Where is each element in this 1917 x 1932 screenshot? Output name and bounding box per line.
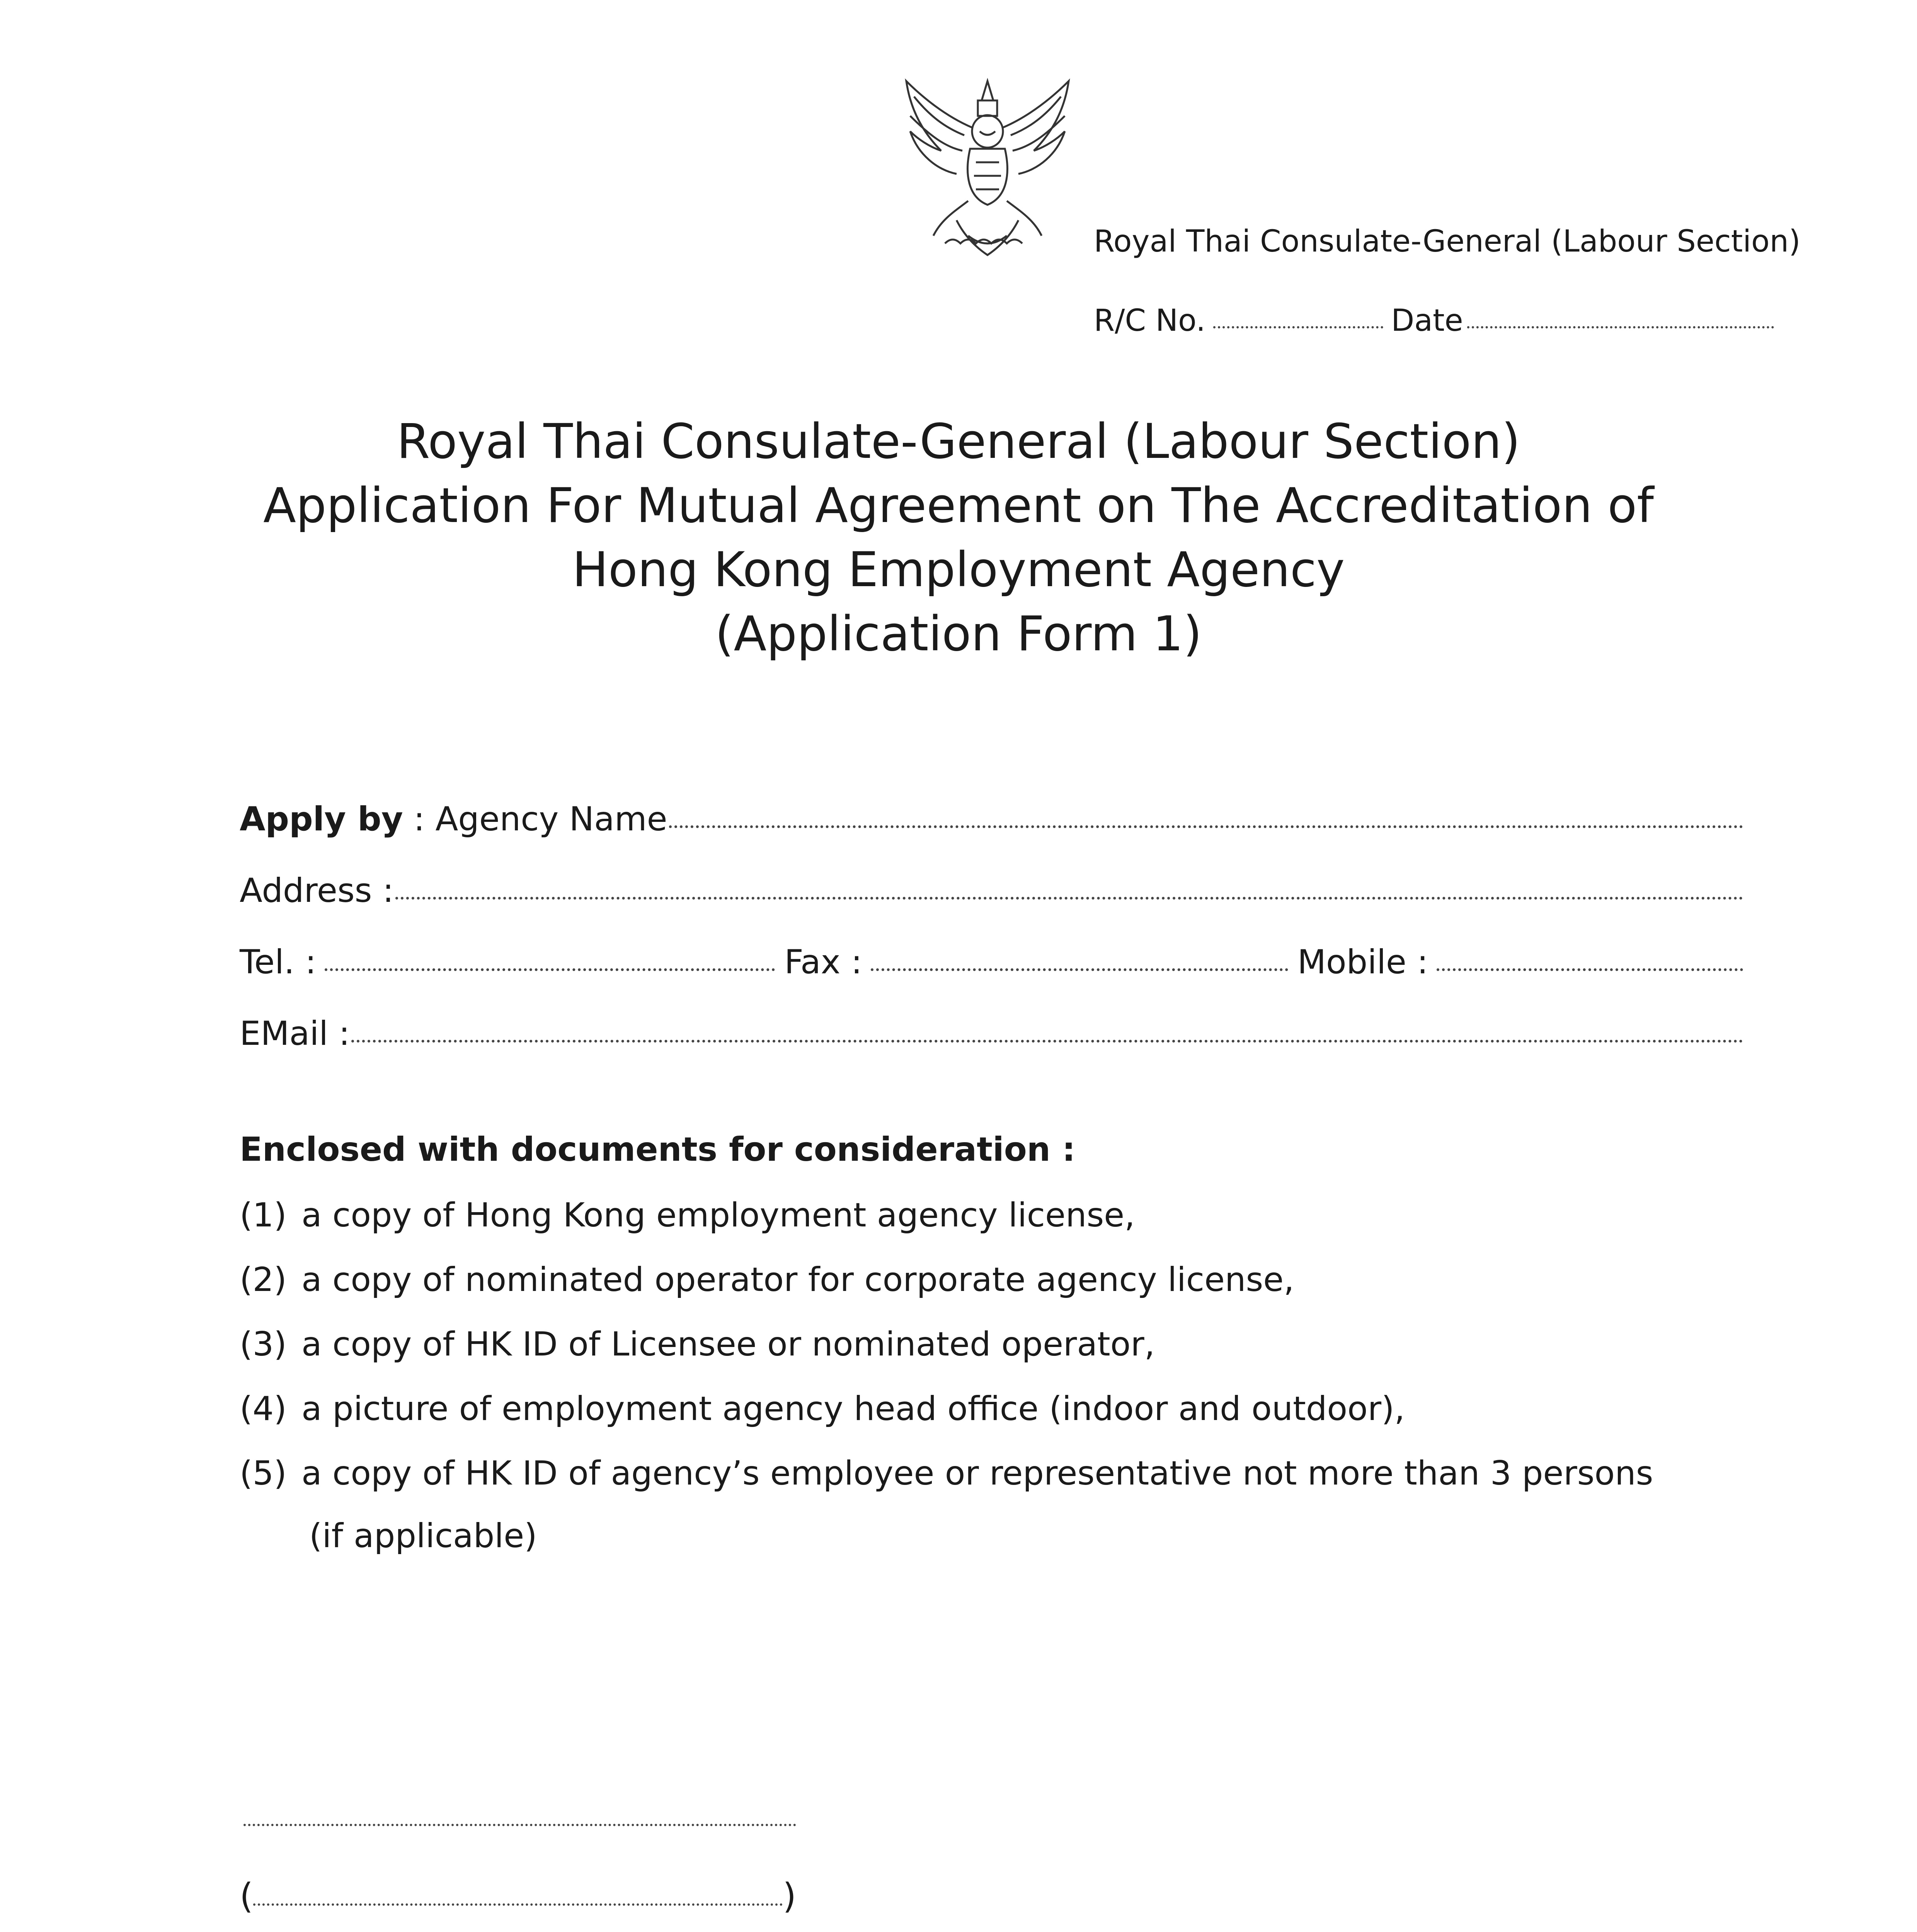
name-field[interactable] bbox=[253, 1903, 783, 1906]
list-item-text: a picture of employment agency head office (indoor and outdoor), bbox=[301, 1389, 1405, 1428]
rc-number-field[interactable] bbox=[1213, 326, 1383, 328]
fax-label: Fax : bbox=[784, 943, 862, 981]
list-item bbox=[240, 1260, 1294, 1299]
name-row bbox=[240, 1876, 796, 1917]
email-label: EMail : bbox=[240, 1014, 350, 1053]
list-item-text: a copy of HK ID of Licensee or nominated operator, bbox=[301, 1325, 1155, 1364]
list-item-number: (5) bbox=[240, 1454, 287, 1493]
agency-name-field[interactable] bbox=[669, 825, 1743, 828]
list-item bbox=[240, 1454, 1653, 1493]
address-label: Address : bbox=[240, 871, 394, 910]
title-line-4: (Application Form 1) bbox=[715, 606, 1202, 662]
garuda-emblem-icon bbox=[899, 73, 1076, 263]
list-item-number: (3) bbox=[240, 1325, 287, 1364]
documents-heading: Enclosed with documents for consideration : bbox=[240, 1130, 1076, 1169]
mobile-label: Mobile : bbox=[1297, 943, 1428, 981]
list-item bbox=[240, 1196, 1135, 1235]
list-item-continuation: (if applicable) bbox=[309, 1517, 537, 1555]
agency-name-label: Agency Name bbox=[435, 800, 667, 838]
fax-field[interactable] bbox=[871, 968, 1288, 971]
address-row bbox=[240, 871, 1743, 910]
open-paren: ( bbox=[240, 1876, 254, 1917]
list-item-number: (2) bbox=[240, 1260, 287, 1299]
date-label: Date bbox=[1391, 303, 1463, 338]
list-item-text: a copy of Hong Kong employment agency license, bbox=[301, 1196, 1135, 1235]
email-row bbox=[240, 1014, 1743, 1053]
contact-row bbox=[240, 943, 1743, 981]
office-name: Royal Thai Consulate-General (Labour Section) bbox=[1094, 224, 1801, 259]
list-item bbox=[240, 1325, 1155, 1364]
rc-label: R/C No. bbox=[1094, 303, 1206, 338]
mobile-field[interactable] bbox=[1437, 968, 1743, 971]
list-item-text: a copy of nominated operator for corporate agency license, bbox=[301, 1260, 1294, 1299]
address-field[interactable] bbox=[395, 897, 1743, 900]
date-field[interactable] bbox=[1467, 326, 1774, 328]
rc-date-row bbox=[1094, 303, 1774, 338]
apply-by-label: Apply by bbox=[240, 800, 403, 838]
email-field[interactable] bbox=[351, 1040, 1743, 1043]
list-item bbox=[240, 1389, 1405, 1428]
title-line-1: Royal Thai Consulate-General (Labour Section) bbox=[397, 414, 1520, 469]
list-item-number: (4) bbox=[240, 1389, 287, 1428]
list-item-number: (1) bbox=[240, 1196, 287, 1235]
list-item-text: a copy of HK ID of agency’s employee or representative not more than 3 persons bbox=[301, 1454, 1653, 1493]
tel-field[interactable] bbox=[325, 968, 775, 971]
apply-by-separator: : bbox=[403, 800, 436, 838]
agency-name-row bbox=[240, 800, 1743, 838]
title-line-2: Application For Mutual Agreement on The Accreditation of bbox=[263, 478, 1654, 534]
tel-label: Tel. : bbox=[240, 943, 317, 981]
close-paren: ) bbox=[783, 1876, 797, 1917]
signature-field[interactable] bbox=[243, 1824, 796, 1826]
title-line-3: Hong Kong Employment Agency bbox=[572, 542, 1345, 598]
